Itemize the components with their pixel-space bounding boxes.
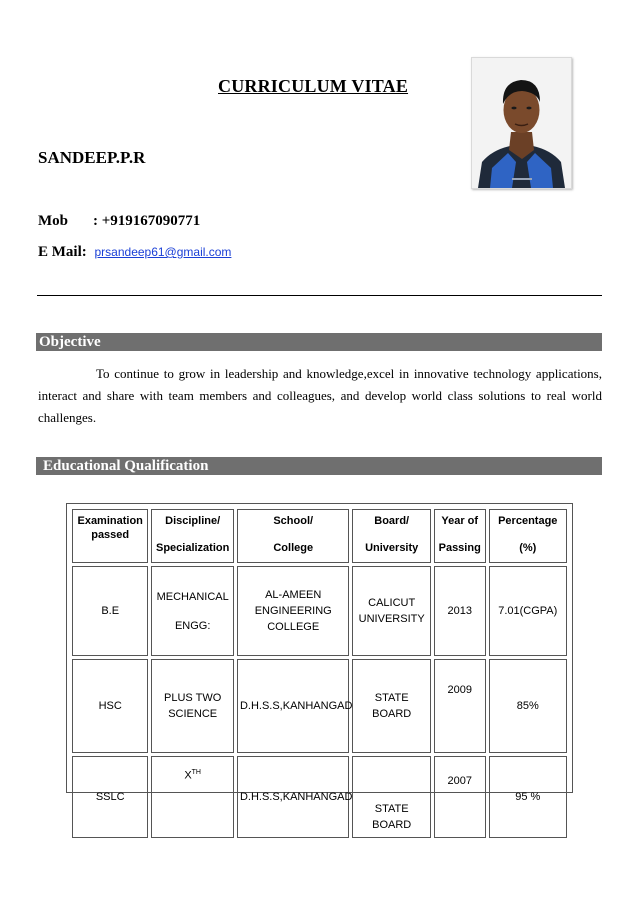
column-header-board: Board/ University — [352, 509, 430, 563]
cell-exam: HSC — [72, 659, 148, 753]
table-row — [72, 756, 567, 838]
mobile-label: Mob — [38, 213, 68, 229]
candidate-name: SANDEEP.P.R — [38, 148, 146, 167]
column-header-percentage: Percentage (%) — [489, 509, 567, 563]
column-header-year: Year of Passing — [434, 509, 486, 563]
mobile-row — [38, 213, 200, 230]
person-photo-icon — [472, 58, 571, 188]
column-header-discipline: Discipline/ Specialization — [151, 509, 234, 563]
cell-school: AL-AMEEN ENGINEERING COLLEGE — [237, 566, 350, 656]
cell-percentage: 95 % — [489, 756, 567, 838]
cell-board: CALICUT UNIVERSITY — [352, 566, 430, 656]
horizontal-divider — [37, 295, 602, 296]
table-header-row — [72, 509, 567, 563]
cell-year: 2013 — [434, 566, 486, 656]
education-table — [66, 503, 573, 831]
column-header-school: School/ College — [237, 509, 350, 563]
table-row — [72, 566, 567, 656]
cell-percentage: 85% — [489, 659, 567, 753]
cell-exam: SSLC — [72, 756, 148, 838]
cell-discipline: XTH — [151, 756, 234, 838]
cell-school: D.H.S.S,KANHANGAD — [237, 756, 350, 838]
objective-text: To continue to grow in leadership and knowledge,excel in innovative technology applications, interact and share with team members and colleagues, and develop world class solutions to real world challenges. — [38, 366, 602, 425]
cell-board: STATE BOARD — [352, 756, 430, 838]
cell-year: 2007 — [434, 756, 486, 838]
document-title: CURRICULUM VITAE — [218, 76, 409, 96]
email-row — [38, 244, 231, 261]
cell-exam: B.E — [72, 566, 148, 656]
education-heading: Educational Qualification — [36, 457, 602, 475]
cell-percentage: 7.01(CGPA) — [489, 566, 567, 656]
profile-photo — [471, 57, 572, 189]
column-header-exam: Examination passed — [72, 509, 148, 563]
objective-heading: Objective — [36, 333, 602, 351]
cell-discipline: PLUS TWO SCIENCE — [151, 659, 234, 753]
cell-year: 2009 — [434, 659, 486, 753]
cell-discipline: MECHANICAL ENGG: — [151, 566, 234, 656]
table-row — [72, 659, 567, 753]
cell-school: D.H.S.S,KANHANGAD — [237, 659, 350, 753]
cell-board: STATE BOARD — [352, 659, 430, 753]
email-link[interactable]: prsandeep61@gmail.com — [94, 245, 232, 259]
mobile-value: : +919167090771 — [93, 213, 201, 229]
email-label: E Mail: — [38, 244, 87, 260]
